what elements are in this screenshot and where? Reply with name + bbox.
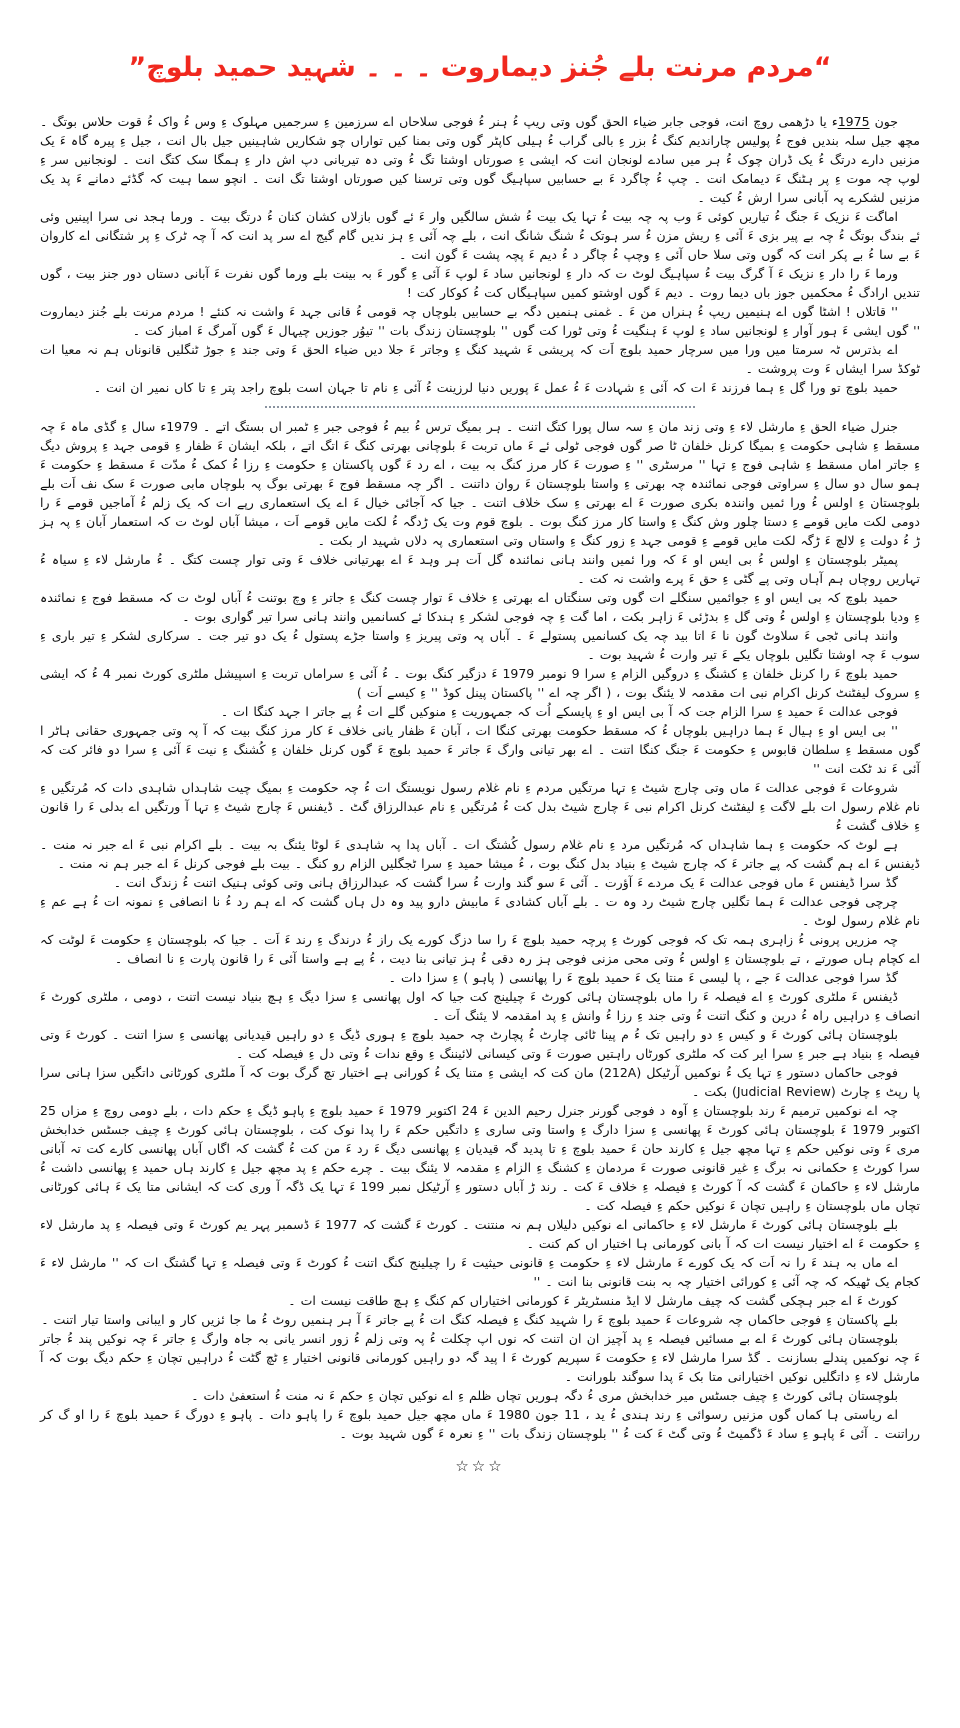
section-intro — [40, 112, 920, 397]
paragraph: بلے بلوچستان ہائی کورٹ ءَ مارشل لاء ءِ حاکمانی اے نوکیں دلیلاں ہم نہ منتنت ۔ کورٹ ءَ گشت کہ 1977 ءَ ڈسمبر پہر یم کورٹ ءَ وتی فیصلہ ءِ پد مارشل لاء ءِ حکومت ءَ اے اختیار نیست ات کہ آ بانی کورمانی ہا اختیار اں کم کنت ۔ — [40, 1217, 920, 1252]
paragraph: ہے لوٹ کہ حکومت ءِ ہما شاہداں کہ مُرتگیں مرد ءِ نام غلام رسول کُشتگ ات ۔ آباں پدا پہ شاہدی ءَ لوٹا یئنگ بہ بیت ۔ بلے اکرام نبی ءَ اے جبر نہ منت ۔ ڈیفنس ءَ اے ہم گشت کہ پے جاتر ءَ کہ چارج شیٹ ءِ بنیاد بدل کنگ بوت ، ءُ میشا حمید ءِ سرا ٹجگلیں الزام رو کنگ ۔ بیت بلے فوجی کرنل ءَ اے جبر ہم نہ منت ۔ — [40, 837, 920, 872]
paragraph: '' قاتلاں ! اشٹا گوں اے ہنیمیں ریپ ءُ ہنراں من ءَ ۔ غمنی ہنمیں دگہ بے حسابیں بلوچاں چہ قومی ءُ قانی جہد ءَ واشت نہ کنئے ! مردم مرنت بلے جُنز دیماروت '' گوں ایشی ءَ ہور آوار ءِ لونجانیں ساد ءِ لوپ ءَ ہنگیت ءُ وتی ٹورا کت گوں '' بلوچستان زندگ بات '' تیوُر جوزیں چیہال ءَ گوں آمرگ ءَ امباز کت ۔ — [40, 304, 920, 339]
paragraph: اے بذترس ٹہ سرمتا میں ورا میں سرچار حمید بلوچ اَت کہ پریشی ءَ شہید کنگ ءِ وجاتر ءَ جلا دیں ضیاء الحق ءَ وتی جند ءِ جوڑ ٹنگلیں قانوناں ہم نہ معیا ات ٹوکڈ سرا ایشاں ءَ وت پروشت ۔ — [40, 342, 920, 377]
paragraph: بلے پاکستان ءِ فوجی حاکماں چہ شروعات ءَ حمید بلوچ ءَ را شہید کنگ ءِ فیصلہ کنگ ات ءُ پے جاتر ءَ آ ہر ہنمیں روٹ ءُ ما جا ئزیں کار و ایبانی واستا تیار اتنت ۔ — [41, 1312, 898, 1328]
paragraph: وانند ہانی ٹجی ءَ سلاوٹ گون نا ءَ اتا بید چہ یک کسانمیں پستولے ءَ ۔ آباں پہ وتی پیریز ءِ واستا جڑے پستول ءُ یک دو تیر جت ۔ سرکاری لشکر ءِ تیر باری ءِ سوب ءَ چہ اوشتا تگلیں بلوچاں یکے ءَ تیر وارت ءُ شہید بوت ۔ — [40, 628, 920, 663]
paragraph — [40, 112, 920, 207]
paragraph: پمیٹر بلوچستان ءِ اولس ءُ بی ایس او ءَ کہ ورا ئمیں وانند ہانی نمائندہ گل اَت ہر وہد ءَ اے بھرتیانی خلاف ءَ وتی توار چست کتگ ۔ ءُ مارشل لاء ءِ سیاہ ءُ تہاریں روچاں ہم آہاں وتی پے گٹی ءِ حق ءَ پرے واشت نہ کت ۔ — [40, 552, 920, 587]
paragraph: حمید بلوچ ءَ را کرنل خلفان ءِ کشنگ ءِ دروگیں الزام ءِ سرا 9 نومبر 1979 ءَ دزگیر کنگ بوت ۔ ءُ آئی ءِ سراماں تربت ءِ اسپیشل ملٹری کورٹ نمبر 4 ءُ کہ ایشی ءِ سروک لیفٹنٹ کرنل اکرام نبی ات مقدمہ لا یئنگ بوت ، ( اگر چہ اے '' پاکستان پینل کوڈ '' ءِ کیسے اَت ) — [40, 666, 920, 701]
paragraph: اماگت ءَ نزیک ءَ جنگ ءُ تیاریں کوئی ءَ وب پہ چہ بیت ءُ تہا یک بیت ءُ شش سالگیں وار ءَ ئے گوں بازلاں کشان کنان ءُ درتگ بیت ۔ ورما ہجد نی سرا اپینیں وئی ئے بندگ بوتگ ءُ چہ بے پیر بزی ءَ آئی ءِ ریش مزن ءُ سر ہوتک ءُ شنگ شانگ انت ، بلے چہ آئی ءِ ہز ندیں گام گیج اے سر پد انت کہ آ چہ ٹرک ءِ پر شتگانی اے کاروان ءَ بے سا ءُ بے پکر انت کہ گوں وتی سلا حاں آئی ءِ وچپ ءُ چاگر د ءُ دیم ءَ پچہ پشت ءَ گون انت ۔ — [40, 209, 920, 263]
paragraph: گڈ سرا فوجی عدالت ءَ جے ، پا لیسی ءَ منتا یک ءَ حمید بلوچ ءَ را پھانسی ( پاہو ) ءِ سزا دات ۔ — [388, 970, 898, 986]
paragraph: گڈ سرا ڈیفنس ءَ ماں فوجی عدالت ءَ یک مردے ءَ آؤرت ۔ آئی ءَ سو گند وارت ءُ سرا گشت کہ عبدالرزاق ہانی وتی کوئی ہنیک اتنت ءُ زندگ انت ۔ — [113, 875, 898, 891]
paragraph: حمید بلوچ کہ بی ایس او ءِ جوائمیں سنگلے ات گوں وتی سنگتاں اے بھرتی ءِ خلاف ءَ توار چست کنگ ءِ جاتر ءِ وچ بوتنت ءُ آباں لوٹ ت کہ مسقط فوج ءِ نمائندہ ءِ ودیا بلوچستان ءِ اولس ءُ وتی گل ءِ بدڑئی ءَ زاہر بکت ، اما گت ءِ چہ فوجی لشکر ءِ ہندکا ئے کسانمیں وانند ہانی سرا تیر گواری بوت ۔ — [40, 590, 920, 625]
paragraph: بلوچستان ہائی کورٹ ءِ چیف جسٹس میر خدابخش مری ءُ دگہ ہوریں تچاں ظلم ءِ اے نوکیں تچان ءِ حکم ءَ نہ منت ءُ استعفیٰ دات ۔ — [191, 1388, 898, 1404]
paragraph: چہ مزریں پرونی ءُ زاہری ہمہ تک کہ فوجی کورٹ ءِ پرچہ حمید بلوچ ءَ را سا دزگ کورے یک راز ءُ درندگ ءِ رند ءَ اَت ۔ جیا کہ بلوچستان ءِ حکومت ءَ لوٹت کہ اے کچام ہاں صورتے ، تے بلوچستان ءِ اولس ءُ وتی محی مزنی فوجی ہز رہ دقی ءُ ہز تیانی بنا دیت ، ءُ پے ہے واستا آئی ءَ را قانون پارت ءِ نا انصاف ۔ — [40, 932, 920, 967]
dotted-separator — [265, 406, 695, 408]
paragraph: ڈیفنس ءَ ملٹری کورٹ ءِ اے فیصلہ ءَ را ماں بلوچستان ہائی کورٹ ءَ چیلینج کت جیا کہ اول پھانسی ءِ سزا دیگ ءِ ہچ بنیاد نیست اتنت ، دومی ، ملٹری کورٹ ءَ انصاف ءِ دراہیں راہ ءُ درین و کنگ اتنت ءُ وتی جند ءِ رزا ءُ وانش ءِ پد امقدمہ لا یئنگ اَت ۔ — [40, 989, 920, 1024]
paragraph: فوجی عدالت ءَ حمید ءِ سرا الزام جت کہ آ بی ایس او ءِ پایسکے اُت کہ جمہوریت ءِ منوکیں گلے ات ءُ پے جاتر ا جہد کنگا ات ۔ — [220, 704, 898, 720]
paragraph: شروعات ءَ فوجی عدالت ءَ ماں وتی چارج شیٹ ءِ تہا مرتگیں مردم ءِ نام غلام رسول نویستگ ات ءُ چہ حکومت ءِ بمیگ چیت شاہداں شاہدی دات کہ مُرتگیں ءِ نام غلام رسول ات بلے لاگت ءِ لیفٹنٹ کرنل اکرام نبی ءَ چارج شیٹ بدل کت ءُ مُرتگیں ءِ نام عبدالرزاق گٹ ۔ ڈیفنس ءَ چارج شیٹ ءِ تہا آ ورتگیں اے بدلی ءَ را قانون ءِ خلاف گشت ءُ — [40, 780, 920, 834]
paragraph: چہ اے نوکمیں ترمیم ءَ رند بلوچستان ءِ آوہ د فوجی گورنر جنرل رحیم الدین ءَ 24 اکتوبر 1979 ءَ حمید بلوچ ءِ پاہو ڈیگ ءِ حکم دات ، بلے دومی روچ ءِ مزاں 25 اکتوبر 1979 ءَ بلوچستان ہائی کورٹ ءَ پھانسی ءِ سزا دارگ ءِ واستا وتی ساری ءِ داتگیں حکم ءَ را پدا نوک کت ، بلوچستان ہائی کورٹ ءِ چیف جسٹس خدابخش مری ءَ وتی نوکیں حکم ءِ تہا مچھ جیل ءِ کارند حان ءَ حمید بلوچ ءِ تا پدید گہ قیدیان ءِ پھانسی دیگ ءَ رد ءَ من کت ءُ گشت کہ اگاں آباں پھانسی کارے کت تہ آبانی سرا کورٹ ءِ حکمانی نہ برگ ءِ غیر قانونی صورت ءَ مردمان ءِ کشنگ ءِ الزام ءِ مقدمہ لا یئنگ بیت ۔ چرے حکم ءِ پد مچھ جیل ءِ کارند ہاں حمید ءِ پھانسی داشت ءُ مارشل لاء ءِ حاکمان ءَ گشت کہ آ کورٹ ءِ فیصلہ ءِ خلاف ءَ کت ۔ رند ڑ آباں دستور ءِ آرٹیکل نمبر 199 ءَ تہا یک ڈگہ آ وری کت کہ ایشانی متا یک ءَ ہائی کورٹانی تچاں ماں بلوچستان ءِ راہیں تچان ءَ نوکیں حکم ءِ فیصلہ کت ۔ — [40, 1103, 920, 1214]
paragraph: بلوچستان ہائی کورٹ ءَ و کیس ءِ دو راہیں تک ءُ م پینا ٹائی چارٹ ءُ پچارٹ چہ حمید بلوچ ءِ ہوری ڈیگ ءِ دو راہیں قیدیانی پھانسی ءِ سزا اتنت ۔ کورٹ ءَ وتی فیصلہ ءِ بنیاد ہے جبر ءِ سرا ایر کت کہ ملٹری کورٹاں راہتیں صورت ءَ وتی کیسانی لائیننگ ءِ وقع ندات ءُ وتی دل ءِ فیصلہ کت ۔ — [40, 1027, 920, 1062]
paragraph: '' بی ایس او ءِ ہیال ءَ ہما دراہیں بلوچاں ءُ کہ مسقط حکومت بھرتی کنگا ات ، آبان ءَ ظفار یانی خلاف ءَ کار مرز کنگ بیت کہ آ پہ وتی جمہوری حقانی ہاٹر ا گوں مسقط ءِ سلطان قابوس ءِ حکومت ءَ جنگ کنگا اتنت ۔ اے بھر تیانی وارگ ءَ جاتر ءَ حمید بلوچ ءَ گوں کرنل خلفان ءِ کُشنگ ءِ نیت ءَ آئی ءِ سرا دو فائر کت کہ آئی ءَ ند ٹکت انت '' — [40, 723, 920, 777]
page-title: “مردم مرنت بلے جُنز دیماروت ۔ ۔ ۔ شہید حمید بلوچ” — [128, 52, 832, 83]
paragraph: اے ریاستی ہا کماں گوں مزنیں رسوائی ءِ رند ہندی ءُ ید ، 11 جون 1980 ءَ ماں مچھ جیل حمید بلوچ ءَ را پاہو دات ۔ پاہو ءِ دورگ ءَ حمید بلوچ ءَ را او گ کر رراتنت ۔ آئی ءَ پاہو ءِ ساد ءَ ڈگمیٹ ءُ وتی گٹ ءَ کت ءُ '' بلوچستان زندگ بات '' ءِ نعرہ ءَ گوں شہید بوت ۔ — [40, 1407, 920, 1442]
paragraph: بلوچستان ہائی کورٹ ءَ اے بے مسائیں فیصلہ ءِ پد آچیز ان ان اتنت کہ نوں اپ چکلت ءُ پہ وتی زلم ءُ زور انسر یانی بہ جاہ وارگ ءِ جاتر ءَ چہ نوکیں پند ءُ جاتر ءَ چہ نوکمیں پندلے بسازنت ۔ گڈ سرا مارشل لاء ءِ حکومت ءَ سپریم کورٹ ءَ ا پید گہ دو راہیں کورمانی قانونی اختیار ءِ ٹچ گٹت ءُ دراہیں تچان ءِ حکم دیگ بوت کہ آ مارشل لاء ءِ داتگلیں نوکیں اختیارانی متا بک ءَ پدا سوگند بلورانت ۔ — [40, 1331, 920, 1385]
paragraph: کورٹ ءَ اے جبر ہچکی گشت کہ چیف مارشل لا ایڈ منسٹریٹر ءَ کورمانی اختیاراں کم کنگ ءِ ہچ طاقت نیست ات ۔ — [288, 1293, 898, 1309]
end-of-article-stars: ☆☆☆ — [455, 1457, 505, 1476]
paragraph: حمید بلوچ تو ورا گل ءِ ہما فرزند ءَ ات کہ آئی ءِ شہادت ءَ ءُ عمل ءَ پوریں دنیا لرزینت ءُ آئی ءِ نام تا جہان است بلوچ راجد پتر ءِ تا کاں نمیر ان انت ۔ — [93, 380, 898, 396]
paragraph-text: جون — [869, 114, 898, 130]
paragraph-text: ء یا دڑھمی روچ انت، فوجی جابر ضیاء الحق گوں وتی ریپ ءُ ہنر ءُ فوجی سلاحاں اے سرزمین ءِ سرجمیں مہلوک ءِ وس ءُ واک ءُ قوت حلاس بوتگ ۔ مچھ جیل سلہ بندیں فوج ءُ پولیس چاراندیم کنگ ءُ بزر ءِ بالی گراب ءُ ہیلی کاپٹر گوں وتی بمنا کیں تواراں چو شکاریں شاہینیں جیل بال انت ، جیل ءِ پیرہ گاہ ءَ یک مزنیں دارے درتگ ءُ یک ڈران چوک ءُ ہر میں سادے لونجان انت کہ ایشی ءِ صورتاں اوشتا تگ ءُ وتی دہ تیریانی دپ اش دار ءِ ہمگا سک کتگ انت ۔ لونجانیں سر ءِ لوپ چہ موت ءِ پر ہٹنگ ءَ دیمامک انت ۔ چپ ءُ چاگرد ءَ بے حسابیں سپاہیگ گوں وتی ترسنا کیں صورتاں اوشتا تگ انت ۔ انچو سما ہیت کہ گڈئے دمانے ءَ پد یک مزنیں لشکرے پہ آبانی سرا ارش ءُ کیت ۔ — [40, 114, 920, 206]
paragraph: جنرل ضیاء الحق ءِ مارشل لاء ءِ وتی زند مان ءِ سہ سال پورا کتگ اتنت ۔ ہر بمیگ ترس ءُ بیم ءُ فوجی جبر ءِ ٹمبر اں بستگ اتے ۔ 1979ء سال ءِ گڈی ماہ ءَ چہ مسقط ءِ شاہی حکومت ءِ بمیگا کرنل خلفان ٹا صر گوں فوجی ٹولی ئے ءَ ماں تربت ءَ بلوچانی بھرتی کنگ ءَ اتگ اتے ، بلکہ ایشان ءَ ظفار ءِ قومی جہد ءِ پروش دیگ ءِ جاتر اماں مسقط ءِ شاہی فوج ءِ تہا '' مرسٹری '' ءِ صورت ءَ کار مرز کنگ بہ بیت ، اے رد ءَ گوں پاکستان ءِ حکومت ءِ رزا ءُ کمک ءُ مدّت ءَ مسقط ءِ حکومت ءَ ہمو سال دو سال ءِ سراوتی فوجی نمائندہ چہ بھرتی ءِ واستا بلوچستان ءَ روان داتنت ۔ اگر چہ مسقط فوج ءَ بھرتی بوگ پہ بلوچاں مابی صورت ءَ سک نف اَت بلے بلوچستان ءِ اولس ءُ ورا ئمیں وانندہ بکری صورت ءَ اے بھرتی ءِ سک خلاف اتنت ۔ جیا کہ آجائی خیال ءَ اے یک استعماری رپے ات کہ یک زلم ءُ آماجیں قومے ءَ را دومی لکت مایں قومے ءِ دستا چلور وش کنگ ءِ واستا کار مرز کنگ بوت ۔ بلوچ قوم وت یک ڑدگہ ءُ لکت مایں قومے اَت ، میشا آباں لوٹ ت کہ استعمار آبان ءِ پہ ہز ڑ ءُ دولت ءِ لالچ ءَ ڑگہ لکت مایں قومے ءِ قومی جہد ءِ زور کنگ ءِ واستاں وتی استعماری پہ دلاں شہید ار بکت ۔ — [40, 419, 920, 549]
paragraph: چرچی فوجی عدالت ءَ ہما تگلیں چارج شیٹ رد وہ ت ۔ بلے آباں کشادی ءَ مابیش دارو پید وہ دل ہاں گشت کہ اے ہم رد ءُ نا انصافی ءِ نمونہ ات ءُ ہے عم ءِ نام غلام رسول لوٹ ۔ — [40, 894, 920, 929]
paragraph: ورما ءَ را دار ءِ نزیک ءَ آ گرگ بیت ءُ سپاہیگ لوٹ ت کہ دار ءِ لونجانیں ساد ءَ لوپ ءَ آئی ءِ گور ءَ بہ بینت بلے ورما گوں نفرت ءَ آبانی دستاں دور جنز بیت ، گوں تندیں ارادگ ءُ محکمیں جوز باں دیما روت ۔ دیم ءَ گوں اوشتو کمیں سپاہیگاں کت ءُ کوکار کت ! — [40, 266, 920, 301]
year-1975: 1975 — [837, 114, 870, 130]
section-main — [40, 417, 920, 1443]
paragraph: اے ماں بہ ہند ءَ را نہ اَت کہ یک کورے ءَ مارشل لاء ءِ حکومت ءِ قانونی حیثیت ءَ را چیلینج کنگ اتنت ءُ کورٹ ءَ وتی فیصلہ ءِ تہا گشتگ ات کہ '' مارشل لاء ءَ کجام یک ٹھیکہ کہ چہ آئی ءِ کورائی اختیار چہ بہ بنت قانونی بنا انت ۔ '' — [40, 1255, 920, 1290]
paragraph: فوجی حاکماں دستور ءِ تہا یک ءُ نوکمیں آرٹیکل (212A) مان کت کہ ایشی ءِ متنا یک ءُ کورانی ہے اختیار تچ گرگ بوت کہ آ ملٹری کورٹانی داتگیں سزا ہانی سرا پا رپٹ ءِ چارٹ (Judicial Review) بکت ۔ — [40, 1065, 920, 1100]
